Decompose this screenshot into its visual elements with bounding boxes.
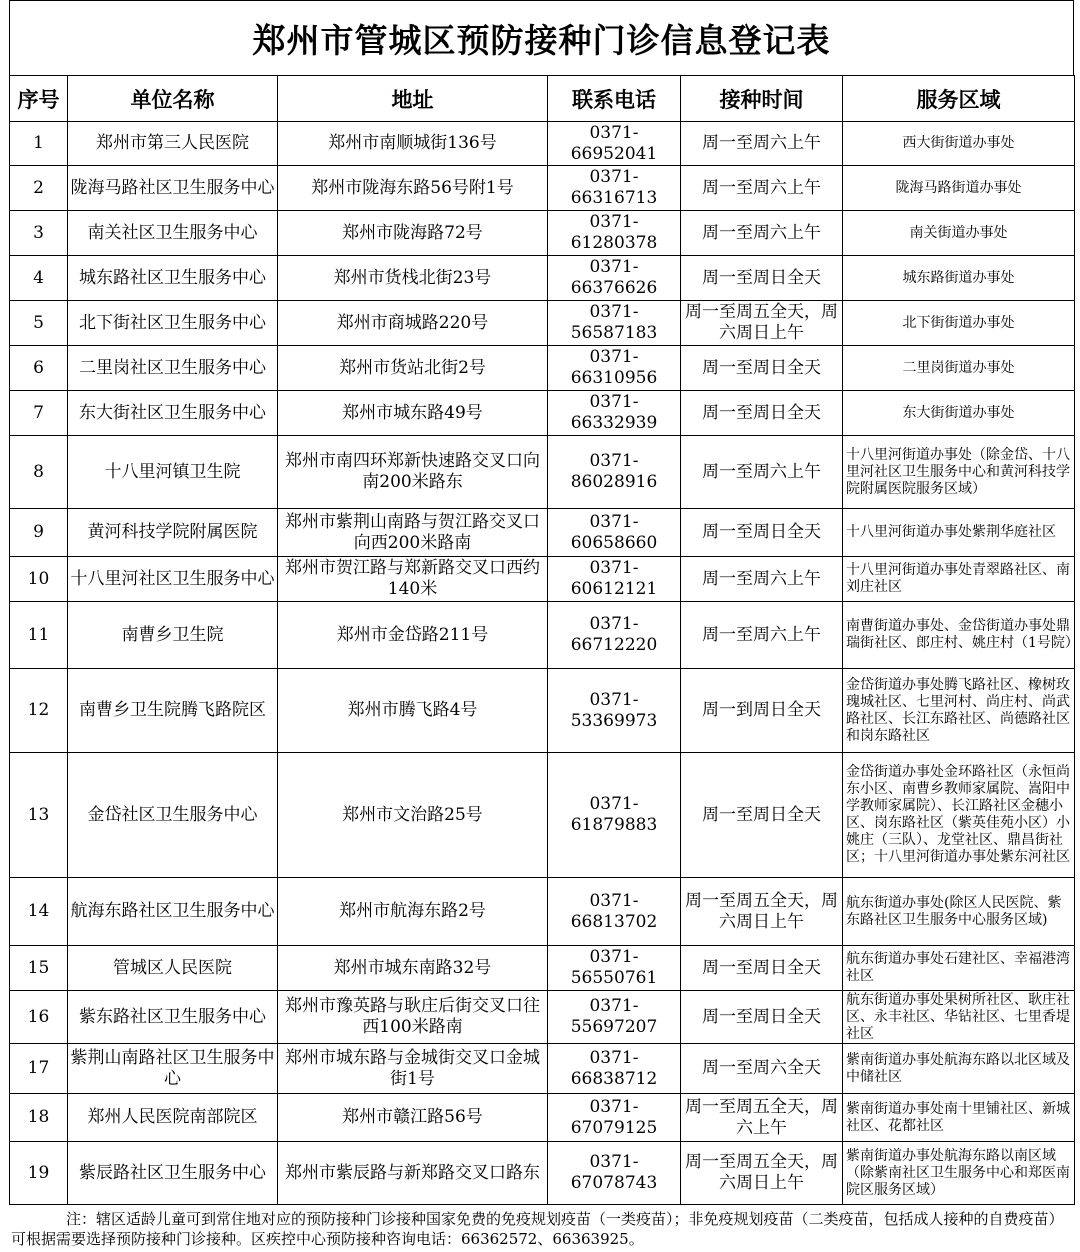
cell-time: 周一至周五全天，周六周日上午 [681, 1142, 843, 1205]
cell-area: 十八里河街道办事处青翠路社区、南刘庄社区 [843, 557, 1075, 602]
cell-name: 南曹乡卫生院 [68, 602, 278, 669]
cell-name: 城东路社区卫生服务中心 [68, 256, 278, 301]
cell-no: 14 [10, 878, 68, 946]
cell-time: 周一至周六上午 [681, 602, 843, 669]
cell-no: 8 [10, 436, 68, 509]
header-no: 序号 [10, 76, 68, 122]
header-address: 地址 [278, 76, 548, 122]
cell-area: 航东街道办事处(除区人民医院、紫东路社区卫生服务中心服务区域) [843, 878, 1075, 946]
cell-time: 周一到周日全天 [681, 669, 843, 753]
cell-time: 周一至周日全天 [681, 991, 843, 1044]
cell-time: 周一至周日全天 [681, 256, 843, 301]
cell-no: 3 [10, 211, 68, 256]
cell-time: 周一至周六上午 [681, 557, 843, 602]
table-row [10, 991, 1075, 1044]
table-body [10, 122, 1079, 1205]
cell-phone: 0371-53369973 [548, 669, 681, 753]
cell-area: 金岱街道办事处腾飞路社区、橡树玫瑰城社区、七里河村、尚庄村、尚武路社区、长江东路社区、尚德路社区和岗东路社区 [843, 669, 1075, 753]
clinic-table [9, 75, 1079, 1205]
cell-name: 陇海马路社区卫生服务中心 [68, 166, 278, 211]
table-row [10, 122, 1075, 166]
page-title: 郑州市管城区预防接种门诊信息登记表 [252, 20, 831, 60]
cell-name: 黄河科技学院附属医院 [68, 509, 278, 557]
cell-no: 7 [10, 391, 68, 436]
cell-no: 18 [10, 1094, 68, 1142]
cell-address: 郑州市商城路220号 [278, 301, 548, 346]
cell-no: 12 [10, 669, 68, 753]
table-row [10, 166, 1075, 211]
cell-no: 13 [10, 753, 68, 878]
cell-address: 郑州市货站北街2号 [278, 346, 548, 391]
cell-address: 郑州市豫英路与耿庄后街交叉口往西100米路南 [278, 991, 548, 1044]
cell-address: 郑州市货栈北街23号 [278, 256, 548, 301]
cell-time: 周一至周五全天，周六上午 [681, 1094, 843, 1142]
cell-phone: 0371-61879883 [548, 753, 681, 878]
cell-address: 郑州市贺江路与郑新路交叉口西约140米 [278, 557, 548, 602]
cell-name: 紫荆山南路社区卫生服务中心 [68, 1044, 278, 1094]
cell-area: 紫南街道办事处航海东路以北区域及中储社区 [843, 1044, 1075, 1094]
cell-name: 十八里河社区卫生服务中心 [68, 557, 278, 602]
cell-phone: 0371-60658660 [548, 509, 681, 557]
cell-phone: 0371-56587183 [548, 301, 681, 346]
cell-no: 5 [10, 301, 68, 346]
cell-time: 周一至周日全天 [681, 753, 843, 878]
cell-area: 陇海马路街道办事处 [843, 166, 1075, 211]
cell-no: 6 [10, 346, 68, 391]
cell-no: 4 [10, 256, 68, 301]
cell-area: 航东街道办事处果树所社区、耿庄社区、永丰社区、华钻社区、七里香堤社区 [843, 991, 1075, 1044]
cell-time: 周一至周五全天，周六周日上午 [681, 878, 843, 946]
cell-phone: 0371-66813702 [548, 878, 681, 946]
cell-area: 紫南街道办事处南十里铺社区、新城社区、花都社区 [843, 1094, 1075, 1142]
cell-address: 郑州市南顺城街136号 [278, 122, 548, 166]
table-row [10, 946, 1075, 991]
cell-time: 周一至周日全天 [681, 946, 843, 991]
cell-time: 周一至周六上午 [681, 211, 843, 256]
cell-name: 二里岗社区卫生服务中心 [68, 346, 278, 391]
table-row [10, 878, 1075, 946]
cell-phone: 0371-56550761 [548, 946, 681, 991]
header-phone: 联系电话 [548, 76, 681, 122]
table-row [10, 391, 1075, 436]
cell-phone: 0371-66310956 [548, 346, 681, 391]
table-row [10, 436, 1075, 509]
cell-area: 南关街道办事处 [843, 211, 1075, 256]
cell-time: 周一至周日全天 [681, 509, 843, 557]
header-row [10, 76, 1075, 122]
cell-phone: 0371-86028916 [548, 436, 681, 509]
cell-name: 金岱社区卫生服务中心 [68, 753, 278, 878]
cell-no: 10 [10, 557, 68, 602]
cell-address: 郑州市金岱路211号 [278, 602, 548, 669]
cell-no: 11 [10, 602, 68, 669]
cell-time: 周一至周六上午 [681, 436, 843, 509]
cell-name: 北下街社区卫生服务中心 [68, 301, 278, 346]
table-row [10, 301, 1075, 346]
cell-area: 十八里河街道办事处（除金岱、十八里河社区卫生服务中心和黄河科技学院附属医院服务区域） [843, 436, 1075, 509]
cell-name: 十八里河镇卫生院 [68, 436, 278, 509]
cell-area: 城东路街道办事处 [843, 256, 1075, 301]
cell-address: 郑州市城东路49号 [278, 391, 548, 436]
cell-name: 管城区人民医院 [68, 946, 278, 991]
cell-address: 郑州市腾飞路4号 [278, 669, 548, 753]
cell-area: 二里岗街道办事处 [843, 346, 1075, 391]
cell-address: 郑州市南四环郑新快速路交叉口向南200米路东 [278, 436, 548, 509]
cell-no: 15 [10, 946, 68, 991]
cell-time: 周一至周六上午 [681, 166, 843, 211]
header-time: 接种时间 [681, 76, 843, 122]
cell-no: 9 [10, 509, 68, 557]
cell-time: 周一至周六上午 [681, 122, 843, 166]
header-area: 服务区域 [843, 76, 1075, 122]
cell-phone: 0371-55697207 [548, 991, 681, 1044]
cell-address: 郑州市陇海东路56号附1号 [278, 166, 548, 211]
cell-time: 周一至周日全天 [681, 391, 843, 436]
cell-name: 南关社区卫生服务中心 [68, 211, 278, 256]
table-row [10, 602, 1075, 669]
cell-phone: 0371-66838712 [548, 1044, 681, 1094]
table-row [10, 753, 1075, 878]
cell-name: 南曹乡卫生院腾飞路院区 [68, 669, 278, 753]
cell-name: 郑州市第三人民医院 [68, 122, 278, 166]
cell-phone: 0371-66376626 [548, 256, 681, 301]
cell-area: 十八里河街道办事处紫荆华庭社区 [843, 509, 1075, 557]
cell-phone: 0371-66332939 [548, 391, 681, 436]
header-name: 单位名称 [68, 76, 278, 122]
cell-address: 郑州市航海东路2号 [278, 878, 548, 946]
cell-address: 郑州市赣江路56号 [278, 1094, 548, 1142]
cell-address: 郑州市紫辰路与新郑路交叉口路东 [278, 1142, 548, 1205]
cell-address: 郑州市城东路与金城街交叉口金城街1号 [278, 1044, 548, 1094]
table-row [10, 1094, 1075, 1142]
cell-phone: 0371-66316713 [548, 166, 681, 211]
cell-phone: 0371-60612121 [548, 557, 681, 602]
cell-area: 东大街街道办事处 [843, 391, 1075, 436]
cell-address: 郑州市文治路25号 [278, 753, 548, 878]
cell-time: 周一至周六全天 [681, 1044, 843, 1094]
cell-time: 周一至周五全天，周六周日上午 [681, 301, 843, 346]
cell-phone: 0371-67079125 [548, 1094, 681, 1142]
cell-phone: 0371-66952041 [548, 122, 681, 166]
cell-no: 16 [10, 991, 68, 1044]
cell-phone: 0371-61280378 [548, 211, 681, 256]
cell-no: 17 [10, 1044, 68, 1094]
table-row [10, 557, 1075, 602]
cell-address: 郑州市陇海路72号 [278, 211, 548, 256]
cell-area: 南曹街道办事处、金岱街道办事处鼎瑞街社区、郎庄村、姚庄村（1号院） [843, 602, 1075, 669]
cell-address: 郑州市紫荆山南路与贺江路交叉口向西200米路南 [278, 509, 548, 557]
cell-name: 郑州人民医院南部院区 [68, 1094, 278, 1142]
table-row [10, 509, 1075, 557]
cell-area: 北下街街道办事处 [843, 301, 1075, 346]
footnote: 注：辖区适龄儿童可到常住地对应的预防接种门诊接种国家免费的免疫规划疫苗（一类疫苗）；非免疫规划疫苗（二类疫苗，包括成人接种的自费疫苗）可根据需要选择预防接种门诊接种。区疾控中心预防接种咨询电话：66362572、66363925。 [11, 1210, 1064, 1248]
cell-name: 东大街社区卫生服务中心 [68, 391, 278, 436]
registration-sheet [9, 0, 1079, 1249]
table-row [10, 211, 1075, 256]
table-row [10, 346, 1075, 391]
cell-area: 紫南街道办事处航海东路以南区域（除紫南社区卫生服务中心和郑医南院区服务区域） [843, 1142, 1075, 1205]
cell-area: 西大街街道办事处 [843, 122, 1075, 166]
cell-name: 紫东路社区卫生服务中心 [68, 991, 278, 1044]
cell-name: 航海东路社区卫生服务中心 [68, 878, 278, 946]
cell-area: 航东街道办事处石建社区、幸福港湾社区 [843, 946, 1075, 991]
table-row [10, 256, 1075, 301]
cell-no: 1 [10, 122, 68, 166]
title-box [9, 0, 1074, 75]
cell-address: 郑州市城东南路32号 [278, 946, 548, 991]
table-row [10, 1142, 1075, 1205]
cell-time: 周一至周日全天 [681, 346, 843, 391]
table-row [10, 669, 1075, 753]
cell-name: 紫辰路社区卫生服务中心 [68, 1142, 278, 1205]
cell-phone: 0371-66712220 [548, 602, 681, 669]
cell-no: 2 [10, 166, 68, 211]
cell-no: 19 [10, 1142, 68, 1205]
cell-phone: 0371-67078743 [548, 1142, 681, 1205]
table-row [10, 1044, 1075, 1094]
cell-area: 金岱街道办事处金环路社区（永恒尚东小区、南曹乡教师家属院、嵩阳中学教师家属院）、长江路社区金穗小区、岗东路社区（紫英佳苑小区）小姚庄（三队）、龙堂社区、鼎昌街社区；十八里河街道办事处紫东河社区 [843, 753, 1075, 878]
